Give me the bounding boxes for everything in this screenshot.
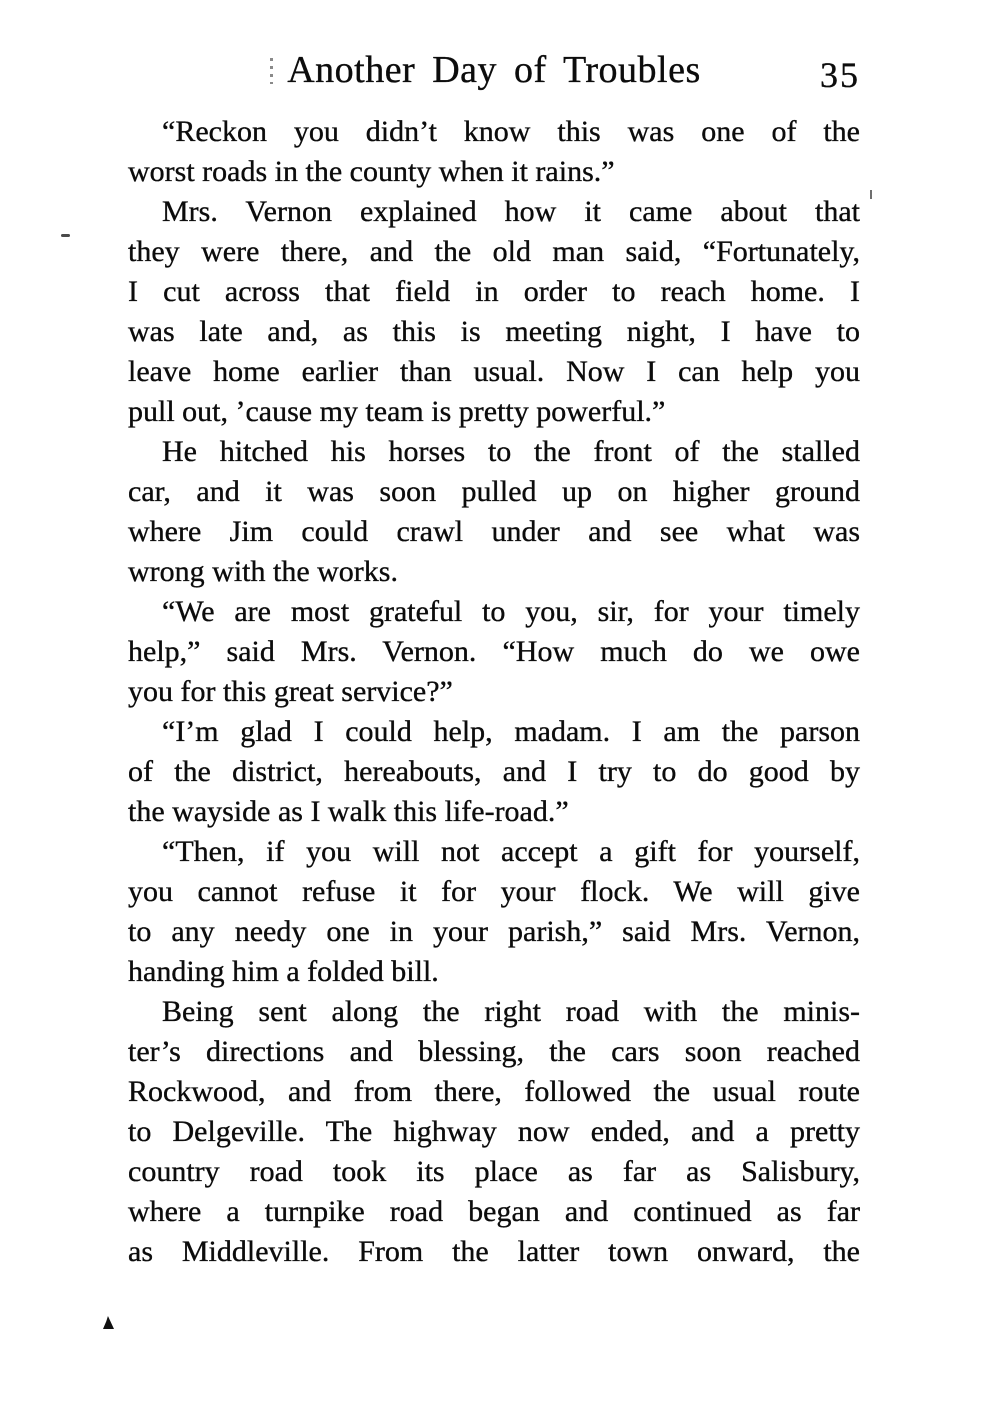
text-line: car, and it was soon pulled up on higher ground [128,475,860,508]
scan-speck-artifact [870,190,872,199]
text-line: they were there, and the old man said, “Fortunately, [128,235,860,268]
text-line: you cannot refuse it for your flock. We will give [128,875,860,908]
text-line: to any needy one in your parish,” said Mrs. Vernon, [128,915,860,948]
text-line: where a turnpike road began and continued as far [128,1195,860,1228]
text-line: “Then, if you will not accept a gift for yourself, [162,835,860,868]
text-line: “Reckon you didn’t know this was one of the [162,115,860,148]
ink-blot-artifact [103,1316,114,1329]
text-line: “I’m glad I could help, madam. I am the parson [162,715,860,748]
text-line: pull out, ’cause my team is pretty powerful.” [128,395,666,428]
text-line: I cut across that field in order to reach home. I [128,275,860,308]
text-line: the wayside as I walk this life-road.” [128,795,569,828]
text-line: ter’s directions and blessing, the cars soon reached [128,1035,860,1068]
text-line: of the district, hereabouts, and I try to do good by [128,755,860,788]
text-line: as Middleville. From the latter town onward, the [128,1235,860,1268]
text-line: country road took its place as far as Salisbury, [128,1155,860,1188]
page-header [128,46,860,94]
ink-smudge-artifact [270,58,273,84]
text-line: was late and, as this is meeting night, I have to [128,315,860,348]
body-text [128,112,860,1272]
text-line: Being sent along the right road with the minis- [162,995,860,1028]
chapter-title: Another Day of Troubles [287,49,701,91]
text-line: to Delgeville. The highway now ended, and a pretty [128,1115,860,1148]
text-line: wrong with the works. [128,555,398,588]
text-line: leave home earlier than usual. Now I can help you [128,355,860,388]
text-line: He hitched his horses to the front of the stalled [162,435,860,468]
text-line: Rockwood, and from there, followed the usual route [128,1075,860,1108]
text-line: help,” said Mrs. Vernon. “How much do we owe [128,635,860,668]
margin-dash-artifact [61,234,70,237]
text-line: worst roads in the county when it rains.” [128,155,615,188]
text-line: handing him a folded bill. [128,955,439,988]
text-line: you for this great service?” [128,675,453,708]
text-line: “We are most grateful to you, sir, for your timely [162,595,860,628]
text-line: Mrs. Vernon explained how it came about that [162,195,860,228]
page-number: 35 [820,55,860,95]
text-line: where Jim could crawl under and see what was [128,515,860,548]
